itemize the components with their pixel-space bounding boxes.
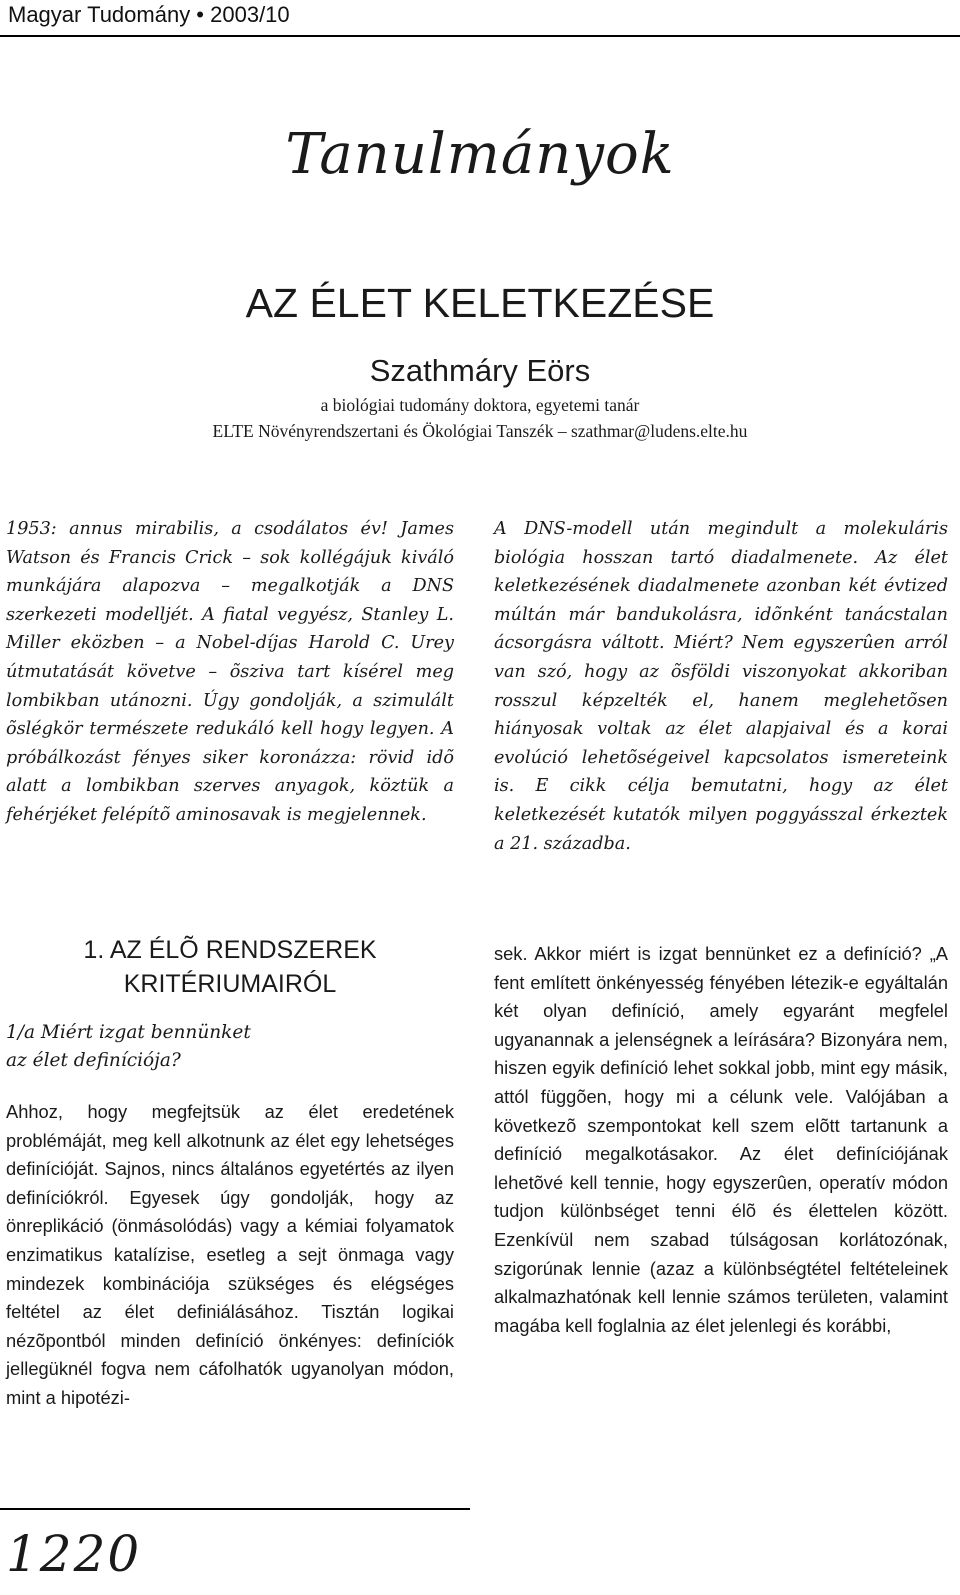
abstract-right-text: A DNS-modell után megindult a molekuláris biológia hosszan tartó diadalmenete. Az élet keletkezésének diadalmenete azonban két évtized múltán már bandukolásra, idõnként tanácstalan ácsorgásra váltott. Miért? Nem egyszerûen arról van szó, hogy az õsföldi viszonyokat akkoriban rosszul képzelték el, hanem meglehetõsen hiányosak voltak az élet alapjaival és a korai evolúció lehetõségeivel kapcsolatos ismereteink is. E cikk célja bemutatni, hogy az élet keletkezését kutatók milyen poggyásszal érkeztek a 21. századba. <box>494 519 948 854</box>
section-heading-line-2: KRITÉRIUMAIRÓL <box>123 970 337 998</box>
article-author: Szathmáry Eörs <box>369 353 591 388</box>
subsection-heading <box>6 1019 454 1075</box>
footer-rule <box>0 1508 470 1510</box>
article-title: AZ ÉLET KELETKEZÉSE <box>245 280 715 326</box>
body-right-column <box>494 940 948 1340</box>
body-left-text: Ahhoz, hogy megfejtsük az élet eredetének problémáját, meg kell alkotnunk az élet egy lehetséges definícióját. Sajnos, nincs általános egyetértés az ilyen definíciókról. Egyesek úgy gondolják, hogy az önreplikáció (önmásolódás) vagy a kémiai folyamatok enzimatikus katalízise, esetleg a sejt önmaga vagy mindezek kombinációja szükséges és elégséges feltétel az élet definiálásához. Tisztán logikai nézõpontból minden definíció önkényes: definíciók jellegüknél fogva nem cáfolhatók ugyanolyan módon, mint a hipotézi- <box>6 1101 454 1408</box>
affiliation-line-2: ELTE Növényrendszertani és Ökológiai Tanszék – szathmar@ludens.elte.hu <box>212 421 748 441</box>
abstract-left-text: 1953: annus mirabilis, a csodálatos év! James Watson és Francis Crick – sok kollégájuk kiváló munkájára alapozva – megalkotják a DNS szerkezeti modelljét. A fiatal vegyész, Stanley L. Miller eközben – a Nobel-díjas Harold C. Urey útmutatását követve – õsziva tart kísérel meg lombikban utánozni. Úgy gondolják, a szimulált õslégkör természete redukáló kell hogy legyen. A próbálkozást fényes siker koronázza: rövid idõ alatt a lombikban szerves anyagok, köztük a fehérjéket felépítõ aminosavak is megjelennek. <box>6 519 454 825</box>
abstract-left-column <box>6 515 454 830</box>
journal-header: Magyar Tudomány • 2003/10 <box>8 2 290 27</box>
abstract-right-column <box>494 515 948 858</box>
body-right-text: sek. Akkor miért is izgat bennünket ez a definíció? „A fent említett önkényesség fényében létezik-e egyáltalán két olyan definíció, amely egyaránt megfelel ugyanannak a jelenségnek a leírására? Bizonyára nem, hiszen egyik definíció lehet sokkal jobb, mint egy másik, attól függõen, hogy mi a célunk vele. Valójában a következõ szempontokat kell szem elõtt tartanunk a definíció megalkotásakor. Az élet definíciójának lehetõvé kell tennie, hogy egyszerûen, operatív módon tudjon különbséget tenni élõ és élettelen között. Ezenkívül nem szabad túlságosan korlátozónak, szigorúnak lennie (azaz a különbségtétel feltételeinek alkalmazhatónak kell lennie számos területen, valamint magába kell foglalnia az élet jelenlegi és korábbi, <box>494 943 948 1336</box>
page-number: 1220 <box>6 1525 142 1583</box>
body-left-column <box>6 1098 454 1413</box>
subsection-heading-line-1: 1/a Miért izgat bennünket <box>6 1022 251 1043</box>
section-heading <box>6 933 454 1001</box>
affiliation-line-1: a biológiai tudomány doktora, egyetemi tanár <box>320 395 640 415</box>
section-title: Tanulmányok <box>285 122 675 187</box>
subsection-heading-line-2: az élet definíciója? <box>6 1050 181 1071</box>
section-heading-line-1: 1. AZ ÉLÕ RENDSZEREK <box>83 936 377 964</box>
header-rule <box>0 35 960 37</box>
